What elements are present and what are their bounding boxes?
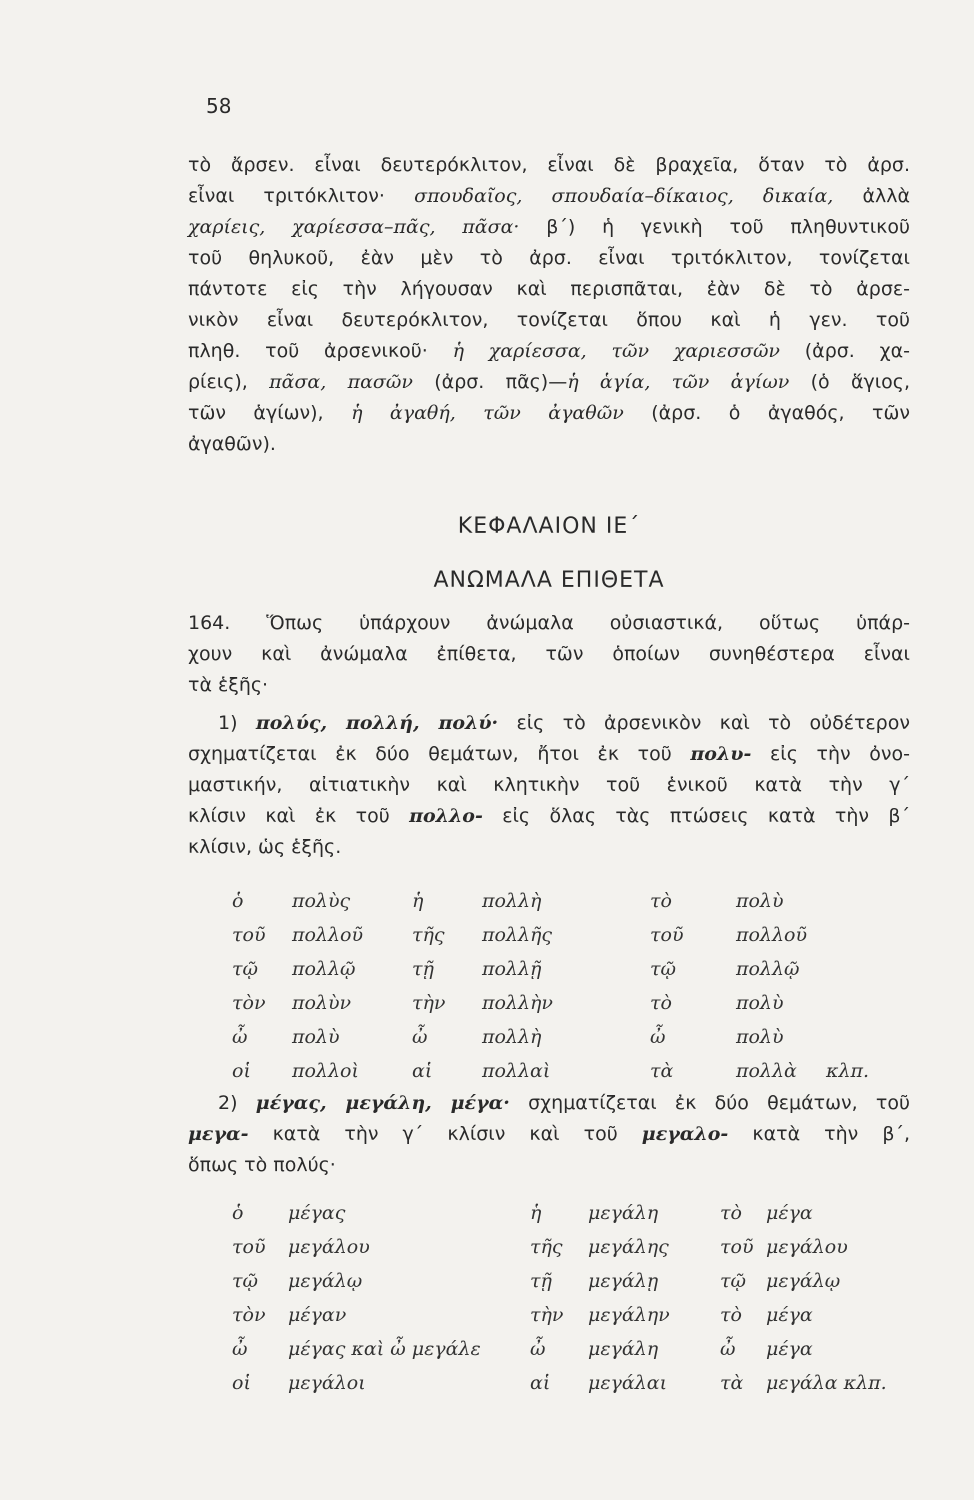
text-line: τὸ ἄρσεν. εἶναι δευτερόκλιτον, εἶναι δὲ βραχεῖα, ὅταν τὸ ἀρσ. xyxy=(188,154,910,176)
chapter-title: ΚΕΦΑΛΑΙΟΝ ΙΕ΄ xyxy=(457,514,641,539)
declension-cell: τῇ xyxy=(412,958,434,980)
declension-cell: αἱ xyxy=(530,1372,551,1394)
declension-cell: ὦ xyxy=(530,1338,546,1360)
declension-cell xyxy=(826,986,886,1020)
declension-cell: πολλοὶ xyxy=(292,1060,359,1082)
declension-cell: μεγάλη xyxy=(588,1338,659,1360)
text-line: τοῦ θηλυκοῦ, ἐὰν μὲν τὸ ἀρσ. εἶναι τριτόκλιτον, τονίζεται xyxy=(188,247,910,269)
declension-cell: ἡ xyxy=(530,1202,542,1224)
declension-cell: μεγάλῳ xyxy=(288,1270,363,1292)
declension-cell: πολλὴ xyxy=(482,890,542,912)
declension-cell: τὰ xyxy=(720,1372,744,1394)
text-line: τῶν ἁγίων), ἡ ἀγαθή, τῶν ἀγαθῶν (ἀρσ. ὁ ἀγαθός, τῶν xyxy=(188,402,910,424)
declension-cell: τῆς xyxy=(412,924,445,946)
declension-cell: ὦ xyxy=(232,1338,248,1360)
declension-table-polys xyxy=(232,884,886,1088)
declension-cell: πολλοῦ xyxy=(292,924,363,946)
declension-row xyxy=(232,1332,946,1366)
text-line: κλίσιν καὶ ἐκ τοῦ πολλο- εἰς ὅλας τὰς πτώσεις κατὰ τὴν β΄ xyxy=(188,805,910,827)
text-line: ἀγαθῶν). xyxy=(188,433,276,455)
declension-cell xyxy=(826,952,886,986)
declension-cell: τὴν xyxy=(530,1304,564,1326)
declension-cell: ὦ xyxy=(650,1026,666,1048)
declension-cell: τὴν xyxy=(412,992,446,1014)
declension-cell: τῷ xyxy=(720,1270,747,1292)
declension-cell: τῆς xyxy=(530,1236,563,1258)
declension-cell: τῷ xyxy=(232,1270,259,1292)
declension-cell: μεγάλου xyxy=(288,1236,370,1258)
text-line: ρίεις), πᾶσα, πασῶν (ἀρσ. πᾶς)—ἡ ἁγία, τῶν ἁγίων (ὁ ἅγιος, xyxy=(188,371,910,393)
declension-cell: τῷ xyxy=(650,958,677,980)
declension-cell: πολὺν xyxy=(292,992,352,1014)
declension-cell: μεγάλῳ xyxy=(766,1270,841,1292)
declension-cell: ὦ xyxy=(412,1026,428,1048)
declension-row xyxy=(232,1366,946,1400)
declension-cell: τὸ xyxy=(720,1304,742,1326)
text-line: νικὸν εἶναι δευτερόκλιτον, τονίζεται ὅπου καὶ ἡ γεν. τοῦ xyxy=(188,309,910,331)
text-line: 1) πολύς, πολλή, πολύ· εἰς τὸ ἀρσενικὸν καὶ τὸ οὐδέτερον xyxy=(218,712,910,734)
declension-cell: κλπ. xyxy=(826,1060,870,1082)
declension-cell: πολλὰ xyxy=(736,1060,797,1082)
declension-cell: μέγα xyxy=(766,1202,813,1224)
declension-cell: τοῦ xyxy=(720,1236,754,1258)
declension-row xyxy=(232,986,886,1020)
item-1 xyxy=(188,708,910,863)
declension-cell: πολλὴν xyxy=(482,992,553,1014)
declension-row xyxy=(232,1298,946,1332)
declension-cell xyxy=(826,918,886,952)
declension-row xyxy=(232,884,886,918)
declension-cell: τὸ xyxy=(650,890,672,912)
declension-cell: μέγας καὶ ὦ μεγάλε xyxy=(288,1338,481,1360)
declension-cell: μέγα xyxy=(766,1304,813,1326)
declension-cell: τοῦ xyxy=(232,924,266,946)
declension-cell xyxy=(826,884,886,918)
declension-row xyxy=(232,918,886,952)
declension-cell: τῇ xyxy=(530,1270,552,1292)
text-line: τὰ ἑξῆς· xyxy=(188,674,269,696)
declension-cell: μεγάλης xyxy=(588,1236,669,1258)
declension-cell: πολὺς xyxy=(292,890,351,912)
declension-cell: πολὺ xyxy=(736,890,784,912)
paragraph-164 xyxy=(188,608,910,701)
declension-row xyxy=(232,1196,946,1230)
text-line: χουν καὶ ἀνώμαλα ἐπίθετα, τῶν ὁποίων συνηθέστερα εἶναι xyxy=(188,643,910,665)
declension-cell: μέγαν xyxy=(288,1304,347,1326)
declension-cell: μέγας xyxy=(288,1202,346,1224)
declension-cell: πολλῷ xyxy=(292,958,356,980)
declension-cell: ὦ xyxy=(232,1026,248,1048)
declension-cell: ἡ xyxy=(412,890,424,912)
declension-cell: πολὺ xyxy=(736,992,784,1014)
declension-cell: μεγάλοι xyxy=(288,1372,366,1394)
declension-row xyxy=(232,1230,946,1264)
text-line: πάντοτε εἰς τὴν λήγουσαν καὶ περισπᾶται, ἐὰν δὲ τὸ ἀρσε- xyxy=(188,278,910,300)
declension-cell: πολλῷ xyxy=(736,958,800,980)
declension-cell: τοῦ xyxy=(650,924,684,946)
text-line: μαστικήν, αἰτιατικὴν καὶ κλητικὴν τοῦ ἑνικοῦ κατὰ τὴν γ΄ xyxy=(188,774,910,796)
chapter-subtitle: ΑΝΩΜΑΛΑ ΕΠΙΘΕΤΑ xyxy=(433,568,665,593)
page-number: 58 xyxy=(206,94,232,118)
declension-cell: πολλοῦ xyxy=(736,924,807,946)
declension-cell: τὸ xyxy=(720,1202,742,1224)
declension-cell: ὦ xyxy=(720,1338,736,1360)
item-2 xyxy=(188,1088,910,1181)
text-line: εἶναι τριτόκλιτον· σπουδαῖος, σπουδαία–δίκαιος, δικαία, ἀλλὰ xyxy=(188,185,911,207)
declension-cell: τὰ xyxy=(650,1060,674,1082)
text-line: 164. Ὅπως ὑπάρχουν ἀνώμαλα οὐσιαστικά, οὕτως ὑπάρ- xyxy=(188,612,910,634)
text-line: σχηματίζεται ἐκ δύο θεμάτων, ἤτοι ἐκ τοῦ πολυ- εἰς τὴν ὀνο- xyxy=(188,743,910,765)
declension-cell: αἱ xyxy=(412,1060,433,1082)
text-line: 2) μέγας, μεγάλη, μέγα· σχηματίζεται ἐκ δύο θεμάτων, τοῦ xyxy=(218,1092,910,1114)
text-line: χαρίεις, χαρίεσσα–πᾶς, πᾶσα· β΄) ἡ γενικὴ τοῦ πληθυντικοῦ xyxy=(188,216,910,238)
text-line: κλίσιν, ὡς ἑξῆς. xyxy=(188,836,342,858)
declension-cell: τὸ xyxy=(650,992,672,1014)
declension-cell: μεγάλα κλπ. xyxy=(766,1372,887,1394)
declension-cell xyxy=(826,1020,886,1054)
declension-row xyxy=(232,1264,946,1298)
declension-cell: πολλὴ xyxy=(482,1026,542,1048)
declension-cell: μεγάλου xyxy=(766,1236,848,1258)
declension-row xyxy=(232,1054,886,1088)
declension-cell: πολὺ xyxy=(292,1026,340,1048)
declension-cell: μεγάλῃ xyxy=(588,1270,659,1292)
text-line: μεγα- κατὰ τὴν γ΄ κλίσιν καὶ τοῦ μεγαλο- κατὰ τὴν β΄, xyxy=(188,1123,911,1145)
declension-cell: μεγάλην xyxy=(588,1304,670,1326)
declension-cell: πολλῇ xyxy=(482,958,542,980)
declension-cell: τῷ xyxy=(232,958,259,980)
declension-cell: μεγάλη xyxy=(588,1202,659,1224)
declension-cell: πολλαὶ xyxy=(482,1060,551,1082)
text-line: πληθ. τοῦ ἀρσενικοῦ· ἡ χαρίεσσα, τῶν χαριεσσῶν (ἀρσ. χα- xyxy=(188,340,910,362)
declension-cell: οἱ xyxy=(232,1060,251,1082)
declension-cell: πολὺ xyxy=(736,1026,784,1048)
text-line: ὅπως τὸ πολύς· xyxy=(188,1154,336,1176)
paragraph-intro xyxy=(188,150,910,460)
declension-row xyxy=(232,1020,886,1054)
declension-cell: τὸν xyxy=(232,1304,266,1326)
declension-cell: ὁ xyxy=(232,890,244,912)
declension-cell: τὸν xyxy=(232,992,266,1014)
declension-row xyxy=(232,952,886,986)
declension-cell: μέγα xyxy=(766,1338,813,1360)
declension-cell: πολλῆς xyxy=(482,924,553,946)
declension-cell: τοῦ xyxy=(232,1236,266,1258)
declension-cell: μεγάλαι xyxy=(588,1372,668,1394)
declension-cell: ὁ xyxy=(232,1202,244,1224)
declension-table-megas xyxy=(232,1196,946,1400)
declension-cell: οἱ xyxy=(232,1372,251,1394)
